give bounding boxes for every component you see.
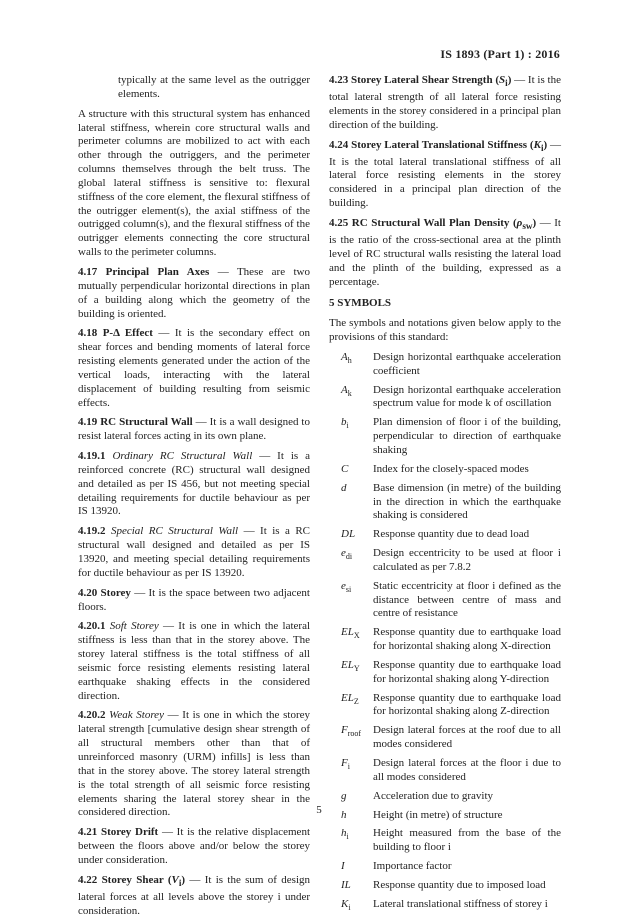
symbol-letter: DL [341,528,356,541]
clause-body: — It is one in which the storey lateral strength [cumulative design shear strength of all structural members other than that of unreinforced masonry (URM) infills] is less than that in the storey above. The storey lateral strength is the total strength of all seismic force resisting elements sharing the lateral storey shear in the considered direction. [78,709,310,819]
clause-heading: 4.20 Storey [78,586,131,599]
clause-heading: 4.17 Principal Plan Axes [78,265,210,278]
right-column [329,74,561,920]
symbol-notation [329,879,373,893]
symbols-intro: The symbols and notations given below apply to the provisions of this standard: [329,317,561,344]
clause-body: — It is the secondary effect on shear forces and bending moments of lateral force resisting elements generated under the action of the vertical loads, interacting with the lateral displacement of building resulting from seismic effects. [78,327,310,409]
symbol-row [329,416,561,458]
symbol-subscript: Z [353,696,359,706]
symbol-description: Acceleration due to gravity [373,789,494,802]
symbol-letter: K [341,897,349,910]
symbol-notation [329,724,373,752]
symbol-notation [329,351,373,379]
symbol-description: Response quantity due to dead load [373,528,530,541]
symbol-description: Lateral translational stiffness of storey i [373,897,548,910]
symbol-letter: EL [341,626,354,639]
symbol-list [329,351,561,915]
symbol-row [329,724,561,752]
symbol-notation [329,416,373,458]
symbol-letter: F [341,724,348,737]
clause-body: — It is the sum of design lateral forces at all levels above the storey i under consideration. [78,873,311,917]
symbol-notation [329,692,373,720]
clause-symbol-subscript: sw [522,221,533,232]
symbol-letter: e [341,579,346,592]
symbol-subscript: i [348,902,351,912]
symbol-description: Static eccentricity at floor i defined as the distance between centre of mass and centre of resistance [373,579,561,620]
symbol-letter: e [341,547,346,560]
clause-symbol-subscript: i [178,877,182,888]
clause-heading: 4.19 RC Structural Wall [78,416,193,429]
clause-symbol-subscript: i [505,78,508,89]
symbol-subscript: di [345,552,353,562]
symbol-letter: A [341,383,348,396]
symbol-letter: I [341,860,345,873]
symbol-description: Height (in metre) of structure [373,808,503,821]
symbol-description: Design lateral forces at the roof due to all modes considered [373,724,561,751]
clause-symbol: K [533,138,541,151]
clause-4-19 [78,416,310,444]
clause-body: — It is the ratio of the cross-sectional area at the plinth level of RC structural walls resisting the lateral load and the plinth of the building, expressed as a percentage. [329,216,561,288]
symbol-letter: IL [341,878,351,891]
page-number: 5 [316,804,322,816]
clause-body: — It is a reinforced concrete (RC) structural wall designed and detailed as per IS 456, but not meeting special detailing requirements for ductile behaviour as per IS 13920. [78,450,310,518]
symbol-description: Response quantity due to earthquake load for horizontal shaking along X-direction [373,626,561,653]
clause-body: — It is the total lateral strength of all lateral force resisting elements in the storey considered in a principal plan direction of the building. [329,74,561,131]
clause-number: 4.20.1 [78,620,110,633]
symbol-notation [329,898,373,915]
symbol-notation [329,482,373,524]
clause-heading: 4.21 Storey Drift [78,826,159,839]
symbol-subscript: i [346,832,349,842]
symbol-description: Response quantity due to imposed load [373,878,546,891]
clause-heading: 4.23 Storey Lateral Shear Strength ( [329,74,500,86]
clause-heading: 4.25 RC Structural Wall Plan Density ( [329,216,517,229]
clause-4-22 [78,874,310,919]
symbol-notation [329,757,373,785]
clause-heading-close: ) [543,138,548,151]
clause-4-20-1 [78,620,310,703]
symbol-letter: C [341,462,349,475]
symbol-subscript: i [347,762,350,772]
symbol-description: Index for the closely-spaced modes [373,462,529,475]
symbol-description: Design horizontal earthquake acceleration spectrum value for mode k of oscillation [373,383,561,410]
symbol-row [329,827,561,855]
clause-4-18 [78,327,310,410]
symbol-description: Design eccentricity to be used at floor i calculated as per 7.8.2 [373,547,561,573]
symbol-letter: h [341,808,347,821]
symbol-row [329,351,561,379]
clause-heading: 4.18 P-Δ Effect [78,327,153,340]
clause-body: — These are two mutually perpendicular horizontal directions in plan of a building along which the geometry of the building is oriented. [78,265,311,320]
clause-body: — It is the relative displacement between the floors above and/or below the storey under consideration. [78,826,310,866]
clause-body: — It is one in which the lateral stiffness is less than that in the storey above. The storey lateral stiffness is the total stiffness of all seismic force resisting elements resisting lateral earthquake shaking effects in the considered direction. [78,620,311,702]
clause-symbol: V [171,873,179,886]
clause-number: 4.20.2 [78,709,110,722]
symbol-subscript: i [346,421,349,431]
clause-heading-close: ) [507,74,512,86]
symbol-row [329,626,561,654]
symbol-notation [329,528,373,542]
symbol-notation [329,659,373,687]
symbol-description: Base dimension (in metre) of the building in the direction in which the earthquake shaking is considered [373,481,561,522]
symbol-subscript: roof [347,729,362,739]
symbol-letter: F [341,757,348,769]
clause-heading: 4.22 Storey Shear ( [78,873,172,886]
symbol-notation [329,384,373,412]
symbol-row [329,659,561,687]
clause-symbol-subscript: i [540,142,544,153]
symbol-letter: A [341,350,348,363]
symbol-letter: EL [341,691,354,704]
symbol-row [329,879,561,893]
symbol-description: Response quantity due to earthquake load for horizontal shaking along Y-direction [373,658,561,685]
symbol-letter: g [341,789,347,802]
symbol-subscript: Y [353,664,360,674]
clause-4-19-2 [78,525,310,580]
document-header: IS 1893 (Part 1) : 2016 [440,47,560,61]
symbol-description: Plan dimension of floor i of the building, perpendicular to direction of earthquake shaking [373,416,561,456]
clause-heading-close: ) [532,216,537,229]
clause-4-20 [78,587,310,615]
clause-body: — It is a wall designed to resist lateral forces acting in its own plane. [78,416,310,443]
clause-body: — It is a RC structural wall designed and detailed as per IS 13920, and meeting special detailing requirements for ductile behaviour as per IS 13920. [78,525,310,579]
clause-title: Special RC Structural Wall [110,525,239,538]
clause-symbol: ρ [516,216,523,229]
symbol-notation [329,827,373,855]
symbol-letter: EL [341,658,354,671]
symbol-row [329,463,561,477]
symbol-notation [329,547,373,575]
symbol-row [329,384,561,412]
symbol-notation [329,860,373,874]
symbol-row [329,860,561,874]
symbol-row [329,482,561,524]
symbol-row [329,580,561,622]
clause-heading-close: ) [181,873,186,886]
clause-number: 4.19.2 [78,525,111,538]
symbol-subscript: si [345,584,352,594]
clause-4-17 [78,266,310,321]
clause-4-21 [78,826,310,868]
symbol-row [329,757,561,785]
symbol-subscript: X [353,631,360,641]
symbol-description: Design horizontal earthquake acceleration coefficient [373,350,561,377]
symbol-row [329,547,561,575]
clause-title: Ordinary RC Structural Wall [112,450,253,463]
clause-body: — It is the space between two adjacent floors. [78,586,310,613]
symbol-row [329,898,561,915]
symbol-row [329,692,561,720]
clause-4-23 [329,74,561,133]
clause-number: 4.19.1 [78,450,113,463]
symbol-notation [329,580,373,622]
clause-body: — It is the total lateral translational stiffness of all lateral force resisting elements in the storey considered in a principal plan direction of the building. [329,138,562,210]
symbol-letter: b [341,416,347,429]
clause-title: Weak Storey [109,709,164,722]
symbol-row [329,790,561,804]
clause-heading: 4.24 Storey Lateral Translational Stiffness ( [329,138,534,151]
section-title-symbols: 5 SYMBOLS [329,297,392,310]
paragraph-outrigger: A structure with this structural system has enhanced lateral stiffness, wherein core structural walls and perimeter columns are mobilized to act with each other through the outriggers, and the perimeter columns themselves through the belt truss. The global lateral stiffness is sensitive to: flexural stiffness of the core element, the flexural stiffness of the outrigger element(s), the axial stiffness of the outrigged column(s), and the flexural stiffness of the outrigger elements connecting the core structural walls to the perimeter columns. [78,107,310,259]
clause-4-25 [329,217,561,289]
symbol-subscript: h [347,356,352,366]
symbol-row [329,528,561,542]
clause-4-19-1 [78,450,310,519]
left-column [78,74,310,924]
symbol-notation [329,626,373,654]
symbol-description: Response quantity due to earthquake load for horizontal shaking along Z-direction [373,691,561,718]
clause-4-24 [329,139,561,211]
clause-symbol: S [499,74,506,86]
symbol-letter: d [341,481,347,494]
paragraph-continuation: typically at the same level as the outrigger elements. [118,74,310,100]
symbol-description: Importance factor [373,860,452,873]
clause-title: Soft Storey [109,620,159,633]
symbol-subscript: k [347,388,352,398]
symbol-notation [329,463,373,477]
symbol-description: Design lateral forces at the floor i due to all modes considered [373,757,561,783]
symbol-letter: h [341,827,347,840]
symbol-description: Height measured from the base of the building to floor i [373,827,561,854]
symbol-notation [329,790,373,804]
